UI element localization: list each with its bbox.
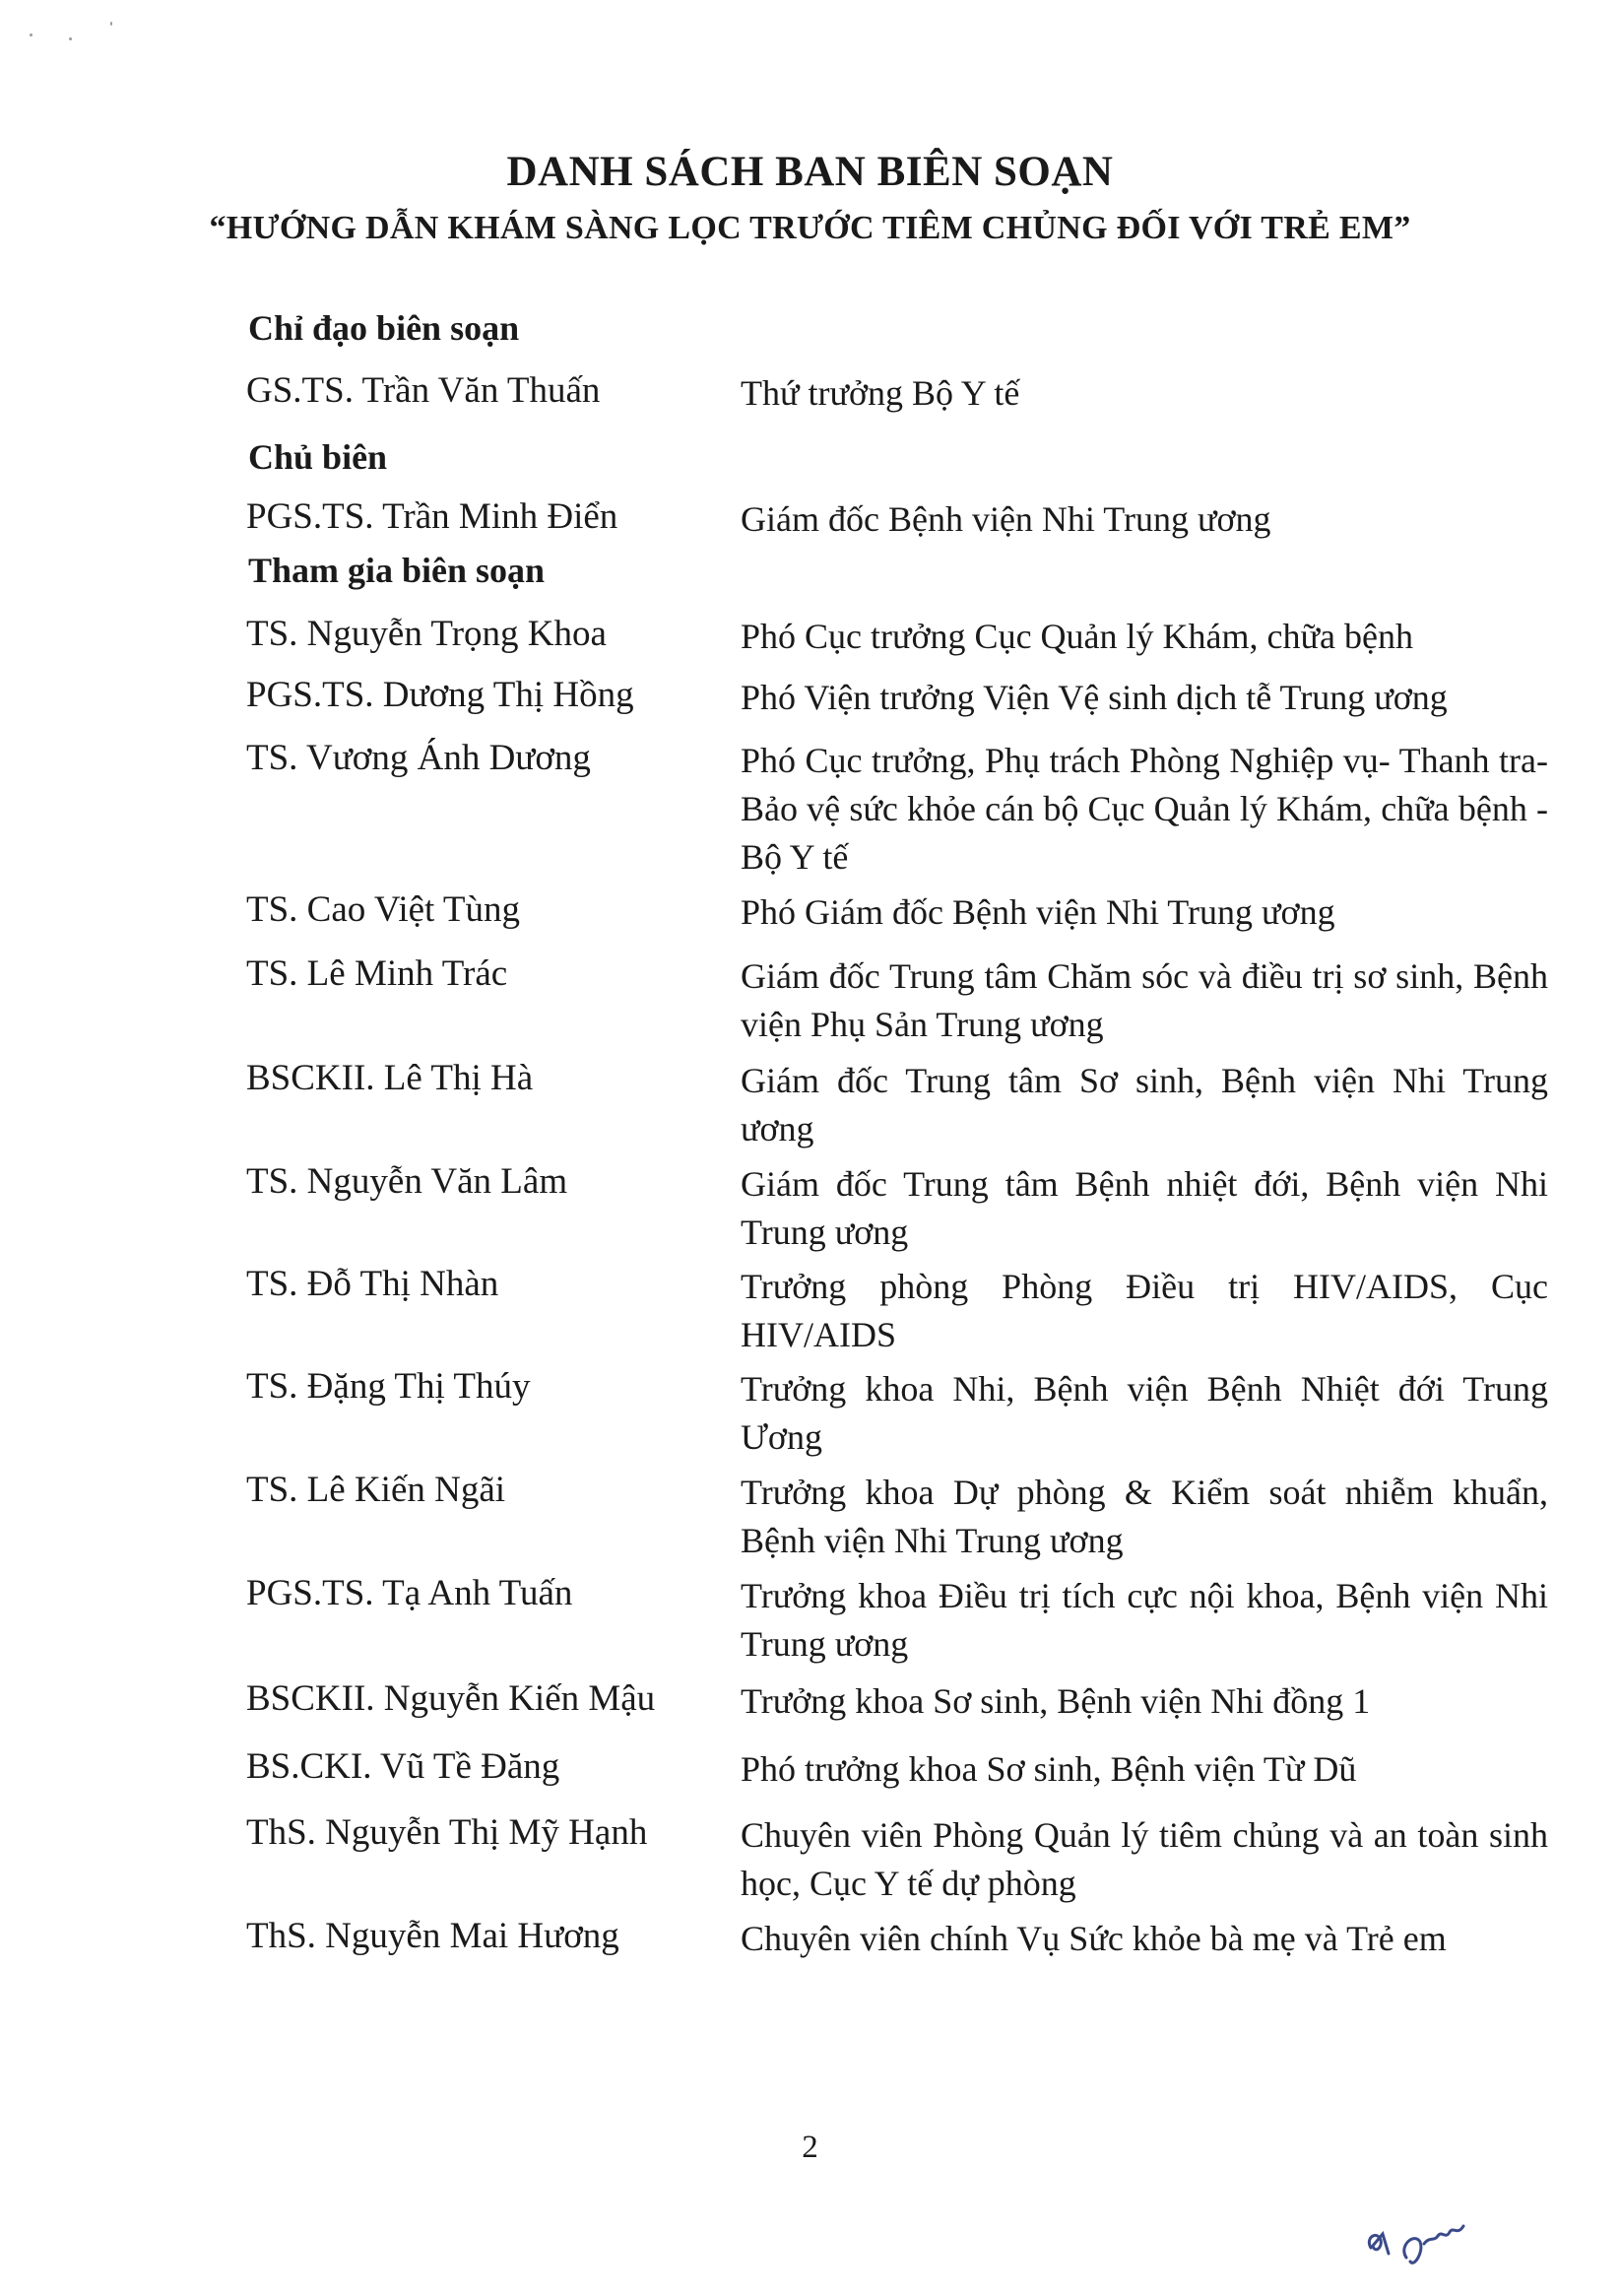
member-role: Giám đốc Trung tâm Chăm sóc và điều trị sơ sinh, Bệnh viện Phụ Sản Trung ương	[741, 956, 1548, 1044]
member-name: GS.TS. Trần Văn Thuấn	[246, 370, 601, 411]
handwritten-initials-signature	[1359, 2197, 1526, 2275]
member-name: TS. Lê Minh Trác	[246, 953, 508, 994]
scan-speck	[110, 22, 112, 26]
member-name: TS. Nguyễn Trọng Khoa	[246, 614, 607, 654]
member-role: Chuyên viên Phòng Quản lý tiêm chủng và an toàn sinh học, Cục Y tế dự phòng	[741, 1815, 1548, 1903]
member-role: Giám đốc Trung tâm Bệnh nhiệt đới, Bệnh viện Nhi Trung ương	[741, 1164, 1548, 1252]
member-name: TS. Đặng Thị Thúy	[246, 1366, 531, 1407]
member-name: PGS.TS. Dương Thị Hồng	[246, 675, 634, 715]
scan-speck	[69, 37, 72, 40]
section-heading-direction: Chỉ đạo biên soạn	[248, 308, 520, 348]
member-name: BS.CKI. Vũ Tề Đăng	[246, 1746, 560, 1787]
member-name: BSCKII. Lê Thị Hà	[246, 1058, 534, 1098]
member-name: ThS. Nguyễn Mai Hương	[246, 1916, 619, 1956]
section-heading-contributors: Tham gia biên soạn	[248, 551, 546, 590]
document-title: DANH SÁCH BAN BIÊN SOẠN	[506, 149, 1114, 195]
member-role: Giám đốc Bệnh viện Nhi Trung ương	[741, 499, 1271, 539]
member-role: Chuyên viên chính Vụ Sức khỏe bà mẹ và Trẻ em	[741, 1919, 1447, 1958]
member-name: ThS. Nguyễn Thị Mỹ Hạnh	[246, 1812, 648, 1853]
member-role: Phó Giám đốc Bệnh viện Nhi Trung ương	[741, 892, 1335, 932]
member-name: BSCKII. Nguyễn Kiến Mậu	[246, 1678, 656, 1719]
member-role: Phó Viện trưởng Viện Vệ sinh dịch tễ Trung ương	[741, 678, 1448, 717]
member-name: TS. Cao Việt Tùng	[246, 889, 521, 930]
member-role: Giám đốc Trung tâm Sơ sinh, Bệnh viện Nhi Trung ương	[741, 1061, 1548, 1148]
member-role: Phó Cục trưởng Cục Quản lý Khám, chữa bệnh	[741, 617, 1413, 656]
member-name: TS. Vương Ánh Dương	[246, 738, 591, 778]
member-role: Trưởng khoa Dự phòng & Kiểm soát nhiễm khuẩn, Bệnh viện Nhi Trung ương	[741, 1473, 1548, 1560]
member-role: Trưởng khoa Điều trị tích cực nội khoa, Bệnh viện Nhi Trung ương	[741, 1576, 1548, 1664]
member-name: PGS.TS. Trần Minh Điển	[246, 496, 618, 537]
member-role: Trưởng phòng Phòng Điều trị HIV/AIDS, Cục HIV/AIDS	[741, 1267, 1548, 1354]
scan-speck	[30, 33, 32, 36]
member-role: Thứ trưởng Bộ Y tế	[741, 373, 1020, 413]
member-name: TS. Đỗ Thị Nhàn	[246, 1264, 499, 1304]
document-subtitle: “HƯỚNG DẪN KHÁM SÀNG LỌC TRƯỚC TIÊM CHỦNG ĐỐI VỚI TRẺ EM”	[209, 210, 1411, 246]
member-name: PGS.TS. Tạ Anh Tuấn	[246, 1573, 573, 1613]
member-role: Phó trưởng khoa Sơ sinh, Bệnh viện Từ Dũ	[741, 1749, 1357, 1789]
member-name: TS. Nguyễn Văn Lâm	[246, 1161, 568, 1202]
member-role: Trưởng khoa Sơ sinh, Bệnh viện Nhi đồng 1	[741, 1681, 1371, 1721]
page-number: 2	[802, 2130, 818, 2165]
member-role: Phó Cục trưởng, Phụ trách Phòng Nghiệp vụ- Thanh tra- Bảo vệ sức khỏe cán bộ Cục Quản lý Khám, chữa bệnh - Bộ Y tế	[741, 741, 1548, 877]
member-role: Trưởng khoa Nhi, Bệnh viện Bệnh Nhiệt đới Trung Ương	[741, 1369, 1548, 1457]
member-name: TS. Lê Kiến Ngãi	[246, 1470, 506, 1510]
section-heading-editor-in-chief: Chủ biên	[248, 437, 388, 477]
